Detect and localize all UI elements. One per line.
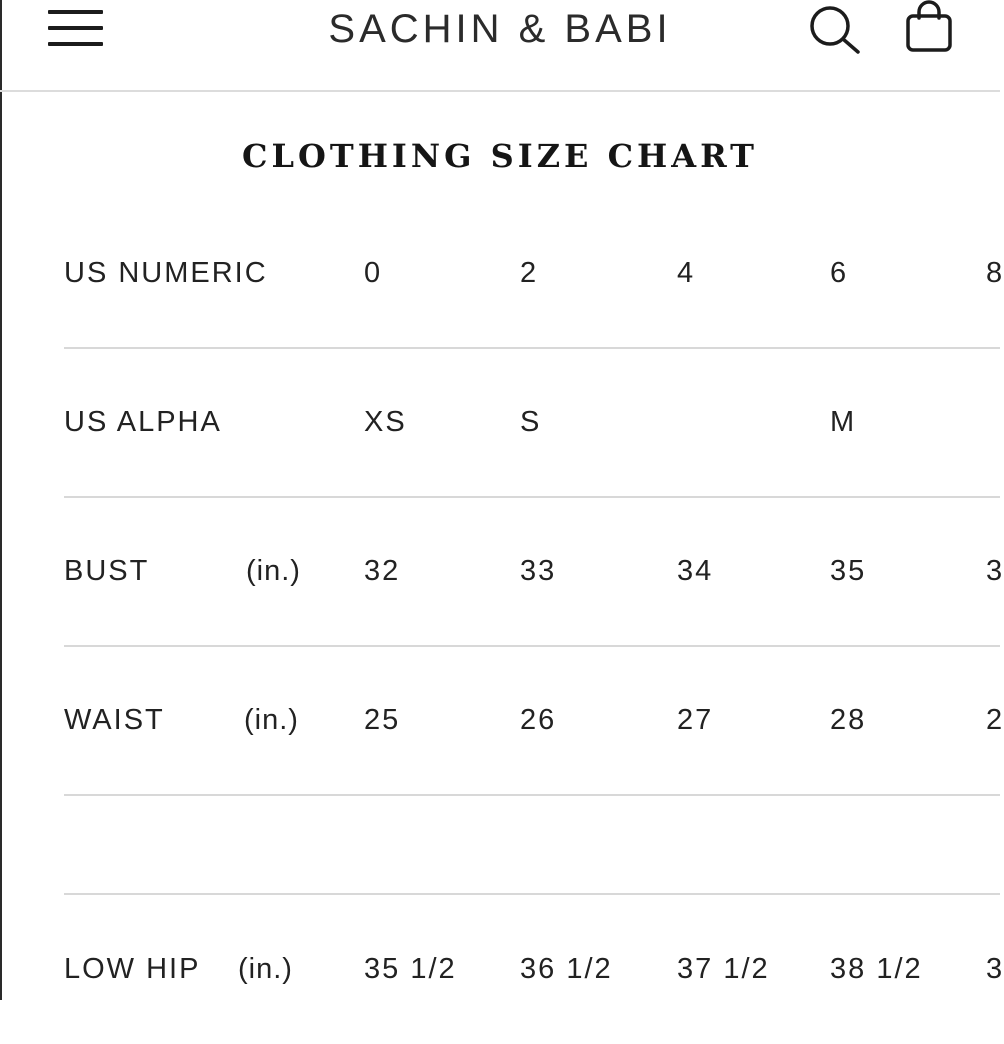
table-row-waist [64, 647, 1004, 796]
size-value: 35 [830, 555, 867, 587]
table-row-empty [64, 796, 1000, 895]
unit-label: (in.) [244, 704, 299, 736]
table-row-us-numeric [64, 200, 1004, 349]
size-chart-table [64, 200, 1004, 1044]
row-label: BUST [64, 555, 150, 587]
size-value: S [520, 406, 542, 438]
size-value: 26 [520, 704, 557, 736]
size-value: 6 [830, 257, 849, 289]
size-value: 2 [520, 257, 539, 289]
menu-icon[interactable] [48, 8, 104, 48]
row-label: US ALPHA [64, 406, 222, 438]
size-value: 34 [677, 555, 714, 587]
size-value: XS [364, 406, 407, 438]
unit-label: (in.) [246, 555, 301, 587]
brand-logo[interactable]: SACHIN & BABI [328, 7, 672, 51]
size-value: 37 1/2 [677, 953, 770, 985]
table-row-bust [64, 498, 1004, 647]
row-label: US NUMERIC [64, 257, 268, 289]
size-value: 35 1/2 [364, 953, 457, 985]
table-row-low-hip [64, 895, 1004, 1044]
unit-label: (in.) [238, 953, 293, 985]
search-icon[interactable] [808, 4, 862, 54]
size-value: 28 [830, 704, 867, 736]
size-value: 38 1/2 [830, 953, 923, 985]
bag-icon[interactable] [902, 0, 956, 56]
site-header [0, 0, 1000, 92]
size-value: 2 [986, 704, 1004, 736]
size-value: 32 [364, 555, 401, 587]
size-value: 8 [986, 257, 1004, 289]
page-title: CLOTHING SIZE CHART [242, 137, 758, 175]
size-value: 3 [986, 953, 1004, 985]
size-value: 25 [364, 704, 401, 736]
size-value: 4 [677, 257, 696, 289]
size-value: 33 [520, 555, 557, 587]
row-label: LOW HIP [64, 953, 201, 985]
table-row-us-alpha [64, 349, 1000, 498]
size-value: 36 1/2 [520, 953, 613, 985]
row-label: WAIST [64, 704, 165, 736]
size-value: M [830, 406, 857, 438]
size-value: 0 [364, 257, 383, 289]
size-value: 27 [677, 704, 714, 736]
size-value: 3 [986, 555, 1004, 587]
